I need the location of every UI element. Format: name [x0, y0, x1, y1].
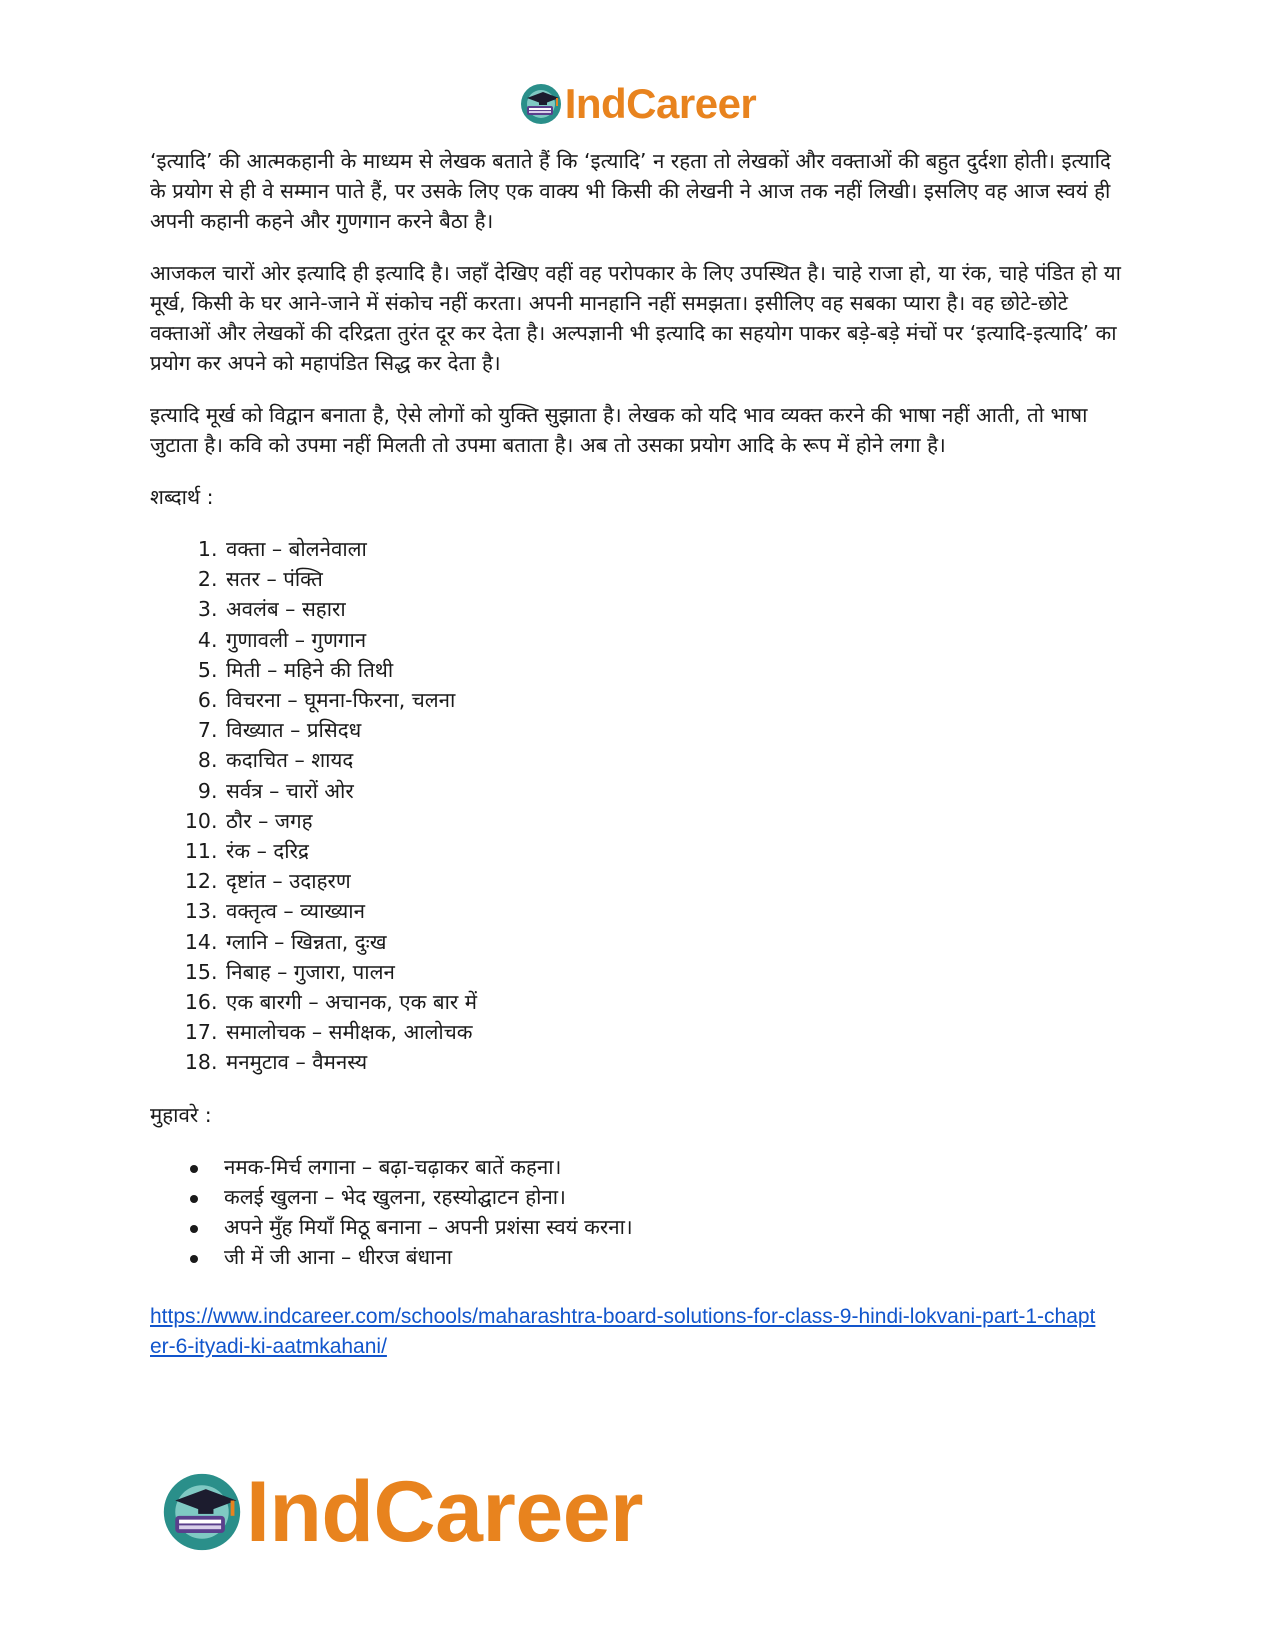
paragraph-2: आजकल चारों ओर इत्यादि ही इत्यादि है। जहाँ देखिए वहीं वह परोपकार के लिए उपस्थित है। चाहे राजा हो, या रंक, चाहे पंडित हो या मूर्ख, किसी के घर आने-जाने में संकोच नहीं करता। अपनी मानहानि नहीं समझता। इसीलिए वह सबका प्यारा है। वह छोटे-छोटे वक्ताओं और लेखकों की दरिद्रता तुरंत दूर कर देता है। अल्पज्ञानी भी इत्यादि का सहयोग पाकर बड़े-बड़े मंचों पर ‘इत्यादि-इत्यादि’ का प्रयोग कर अपने को महापंडित सिद्ध कर देता है।	[150, 261, 1121, 375]
indcareer-logo	[519, 80, 757, 128]
footer-logo	[160, 1464, 643, 1560]
list-item: 16. एक बारगी – अचानक, एक बार में	[224, 987, 1130, 1017]
list-item: 15. निबाह – गुजारा, पालन	[224, 957, 1130, 987]
main-content	[150, 146, 1130, 1362]
paragraph-3: इत्यादि मूर्ख को विद्वान बनाता है, ऐसे लोगों को युक्ति सुझाता है। लेखक को यदि भाव व्यक्त करने की भाषा नहीं आती, तो भाषा जुटाता है। कवि को उपमा नहीं मिलती तो उपमा बताता है। अब तो उसका प्रयोग आदि के रूप में होने लगा है।	[150, 403, 1088, 457]
list-item: 3. अवलंब – सहारा	[224, 594, 1130, 624]
indcareer-logo-large	[160, 1464, 643, 1560]
logo-wordmark: IndCareer	[246, 1464, 643, 1560]
paragraph-1: ‘इत्यादि’ की आत्मकहानी के माध्यम से लेखक बताते हैं कि ‘इत्यादि’ न रहता तो लेखकों और वक्ताओं की बहुत दुर्दशा होती। इत्यादि के प्रयोग से ही वे सम्मान पाते हैं, पर उसके लिए एक वाक्य भी किसी की लेखनी ने आज तक नहीं लिखी। इसलिए वह आज स्वयं ही अपनी कहानी कहने और गुणगान करने बैठा है।	[150, 149, 1111, 233]
list-item: 12. दृष्टांत – उदाहरण	[224, 866, 1130, 896]
list-item: 18. मनमुटाव – वैमनस्य	[224, 1047, 1130, 1077]
idioms-heading: मुहावरे :	[150, 1102, 212, 1127]
list-item: 5. मिती – महिने की तिथी	[224, 655, 1130, 685]
source-link[interactable]: https://www.indcareer.com/schools/maharashtra-board-solutions-for-class-9-hindi-lokvani-part-1-chapter-6-ityadi-ki-aatmkahani/	[150, 1304, 1096, 1358]
header-logo	[0, 80, 1275, 128]
list-item: 11. रंक – दरिद्र	[224, 836, 1130, 866]
list-item: 10. ठौर – जगह	[224, 806, 1130, 836]
list-item: 6. विचरना – घूमना-फिरना, चलना	[224, 685, 1130, 715]
list-item: 8. कदाचित – शायद	[224, 745, 1130, 775]
glossary-heading: शब्दार्थ :	[150, 485, 214, 509]
list-item: 1. वक्ता – बोलनेवाला	[224, 534, 1130, 564]
list-item: जी में जी आना – धीरज बंधाना	[224, 1242, 1130, 1272]
list-item: अपने मुँह मियाँ मिठू बनाना – अपनी प्रशंसा स्वयं करना।	[224, 1212, 1130, 1242]
list-item: कलई खुलना – भेद खुलना, रहस्योद्घाटन होना।	[224, 1182, 1130, 1212]
list-item: 7. विख्यात – प्रसिदध	[224, 715, 1130, 745]
list-item: 17. समालोचक – समीक्षक, आलोचक	[224, 1017, 1130, 1047]
logo-wordmark: IndCareer	[564, 80, 757, 127]
list-item: नमक-मिर्च लगाना – बढ़ा-चढ़ाकर बातें कहना।	[224, 1152, 1130, 1182]
graduation-book-icon	[519, 82, 563, 126]
list-item: 4. गुणावली – गुणगान	[224, 625, 1130, 655]
glossary-list	[150, 534, 1130, 1078]
list-item: 2. सतर – पंक्ति	[224, 564, 1130, 594]
graduation-book-icon	[160, 1470, 244, 1554]
list-item: 14. ग्लानि – खिन्नता, दुःख	[224, 927, 1130, 957]
idioms-list	[150, 1152, 1130, 1272]
list-item: 9. सर्वत्र – चारों ओर	[224, 776, 1130, 806]
list-item: 13. वक्तृत्व – व्याख्यान	[224, 896, 1130, 926]
